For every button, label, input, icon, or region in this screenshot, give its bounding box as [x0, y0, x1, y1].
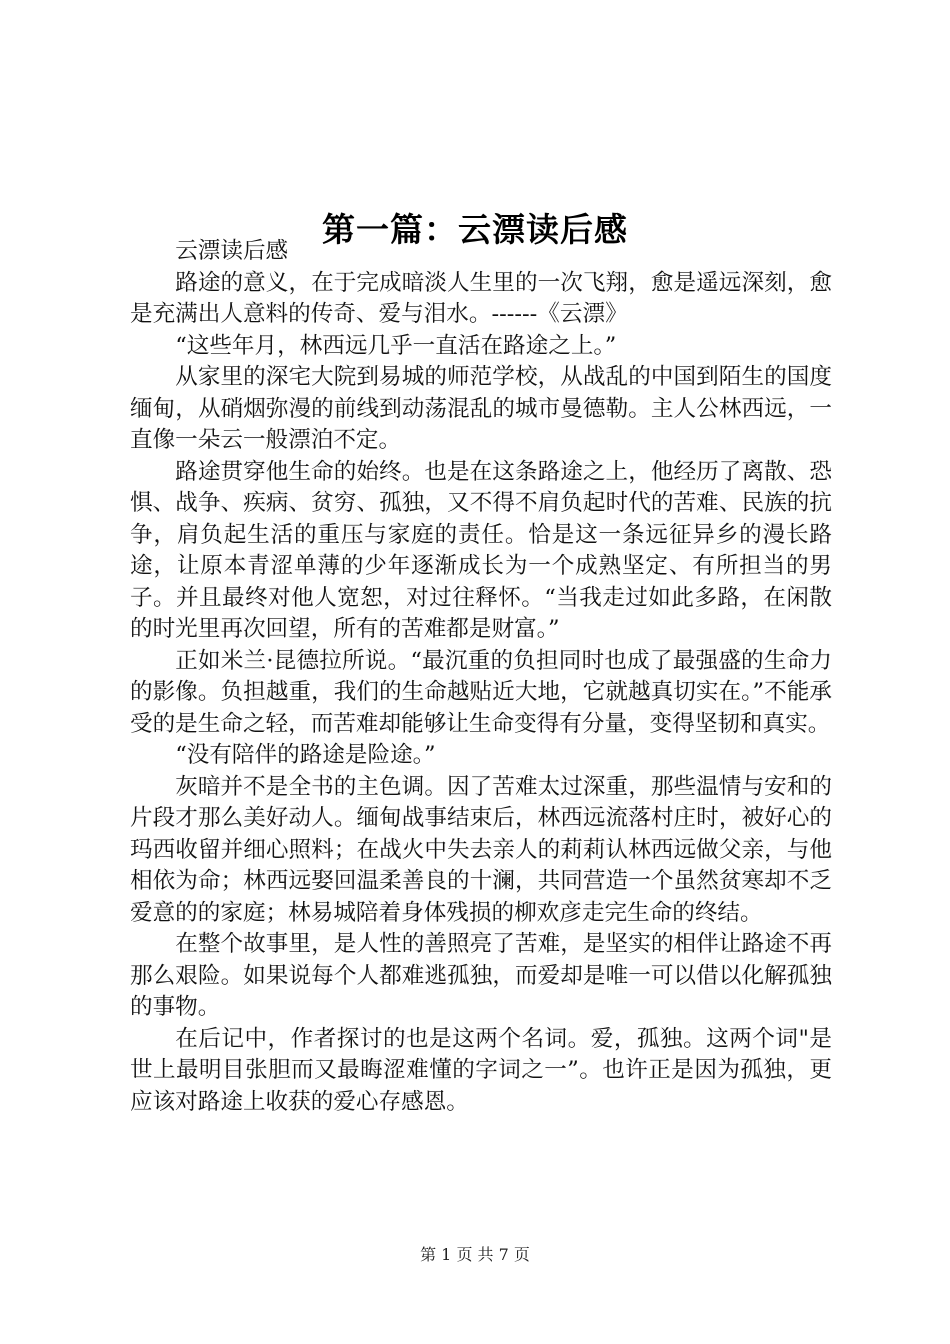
page-number: 第 1 页 共 7 页: [420, 1245, 530, 1264]
subtitle-paragraph: 云漂读后感: [175, 238, 289, 264]
body-paragraph: “没有陪伴的路途是险途。”: [175, 742, 436, 768]
body-paragraph: 在整个故事里，是人性的善照亮了苦难，是坚实的相伴让路途不再那么艰险。如果说每个人都难逃孤独，而爱却是唯一可以借以化解孤独的事物。: [130, 931, 832, 1020]
document-body: [130, 236, 832, 1118]
body-paragraph: 路途贯穿他生命的始终。也是在这条路途之上，他经历了离散、恐惧、战争、疾病、贫穷、孤独，又不得不肩负起时代的苦难、民族的抗争，肩负起生活的重压与家庭的责任。恰是这一条远征异乡的漫长路途，让原本青涩单薄的少年逐渐成长为一个成熟坚定、有所担当的男子。并且最终对他人宽恕，对过往释怀。“当我走过如此多路，在闲散的时光里再次回望，所有的苦难都是财富。”: [130, 458, 832, 642]
body-paragraph: 路途的意义，在于完成暗淡人生里的一次飞翔，愈是遥远深刻，愈是充满出人意料的传奇、爱与泪水。------《云漂》: [130, 269, 832, 327]
page-footer: [0, 1244, 950, 1266]
document-title: 第一篇：云漂读后感: [322, 210, 628, 250]
body-paragraph: 从家里的深宅大院到易城的师范学校，从战乱的中国到陌生的国度缅甸，从硝烟弥漫的前线到动荡混乱的城市曼德勒。主人公林西远，一直像一朵云一般漂泊不定。: [130, 364, 832, 453]
body-paragraph: 正如米兰·昆德拉所说。“最沉重的负担同时也成了最强盛的生命力的影像。负担越重，我们的生命越贴近大地，它就越真切实在。”不能承受的是生命之轻，而苦难却能够让生命变得有分量，变得坚韧和真实。: [130, 647, 832, 737]
body-paragraph: 在后记中，作者探讨的也是这两个名词。爱，孤独。这两个词"是世上最明目张胆而又最晦涩难懂的字词之一”。也许正是因为孤独，更应该对路途上收获的爱心存感恩。: [130, 1025, 832, 1115]
body-paragraph: “这些年月，林西远几乎一直活在路途之上。”: [175, 332, 617, 359]
body-paragraph: 灰暗并不是全书的主色调。因了苦难太过深重，那些温情与安和的片段才那么美好动人。缅甸战事结束后，林西远流落村庄时，被好心的玛西收留并细心照料；在战火中失去亲人的莉莉认林西远做父亲，与他相依为命；林西远娶回温柔善良的十澜，共同营造一个虽然贫寒却不乏爱意的的家庭；林易城陪着身体残损的柳欢彦走完生命的终结。: [130, 773, 832, 926]
